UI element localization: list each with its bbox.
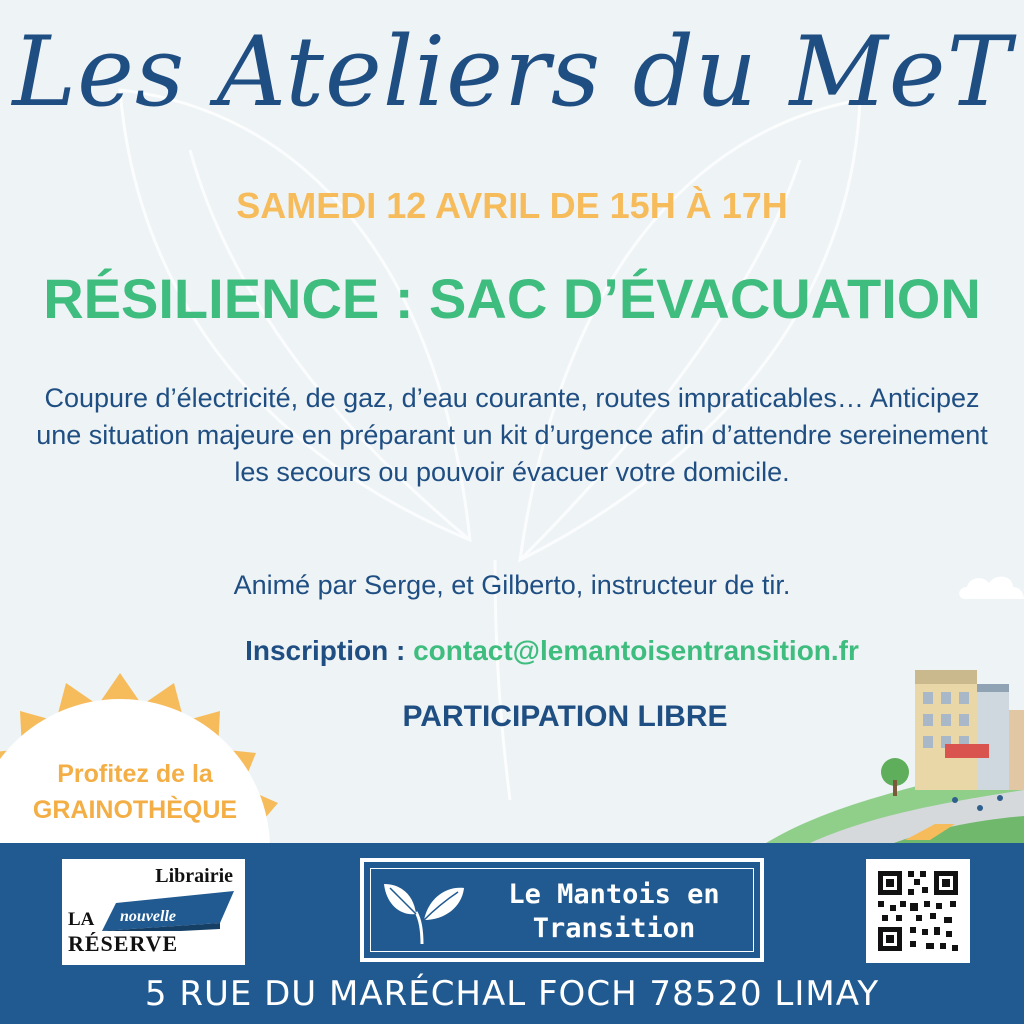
- plant-sprout-icon: [382, 874, 466, 950]
- event-description: Coupure d’électricité, de gaz, d’eau courante, routes impraticables… Anticipez une situation majeure en préparant un kit d’urgence afin d’attendre sereinement les secours ou pouvoir évacuer votre domicile.: [36, 383, 988, 487]
- registration-email-link[interactable]: contact@lemantoisentransition.fr: [413, 635, 859, 666]
- librairie-la: LA: [68, 909, 95, 930]
- cloud-icon: [955, 565, 1024, 605]
- event-date: SAMEDI 12 AVRIL DE 15H À 17H: [236, 185, 788, 226]
- librairie-nouvelle: nouvelle: [120, 908, 176, 925]
- mantois-name: [476, 878, 752, 946]
- librairie-reserve: RÉSERVE: [68, 931, 179, 956]
- qr-code-icon[interactable]: [866, 859, 970, 963]
- librairie-logo: [62, 859, 245, 965]
- event-hosts: Animé par Serge, et Gilberto, instructeur de tir.: [233, 570, 791, 600]
- librairie-label: Librairie: [155, 865, 233, 887]
- mantois-line2: Transition: [532, 913, 696, 944]
- grainotheque-line1: Profitez de la: [57, 760, 213, 788]
- mantois-logo: [360, 858, 764, 962]
- registration-label: Inscription :: [245, 635, 414, 666]
- city-illustration-icon: [755, 640, 1024, 850]
- event-subject: RÉSILIENCE : SAC D’ÉVACUATION: [43, 267, 981, 330]
- participation-note: PARTICIPATION LIBRE: [402, 700, 728, 733]
- grainotheque-promo: [0, 756, 270, 828]
- event-title: Les Ateliers du MeT: [12, 16, 1012, 128]
- mantois-line1: Le Mantois en: [508, 879, 720, 910]
- grainotheque-line2: GRAINOTHÈQUE: [32, 796, 238, 824]
- event-address: 5 RUE DU MARÉCHAL FOCH 78520 LIMAY: [144, 974, 880, 1014]
